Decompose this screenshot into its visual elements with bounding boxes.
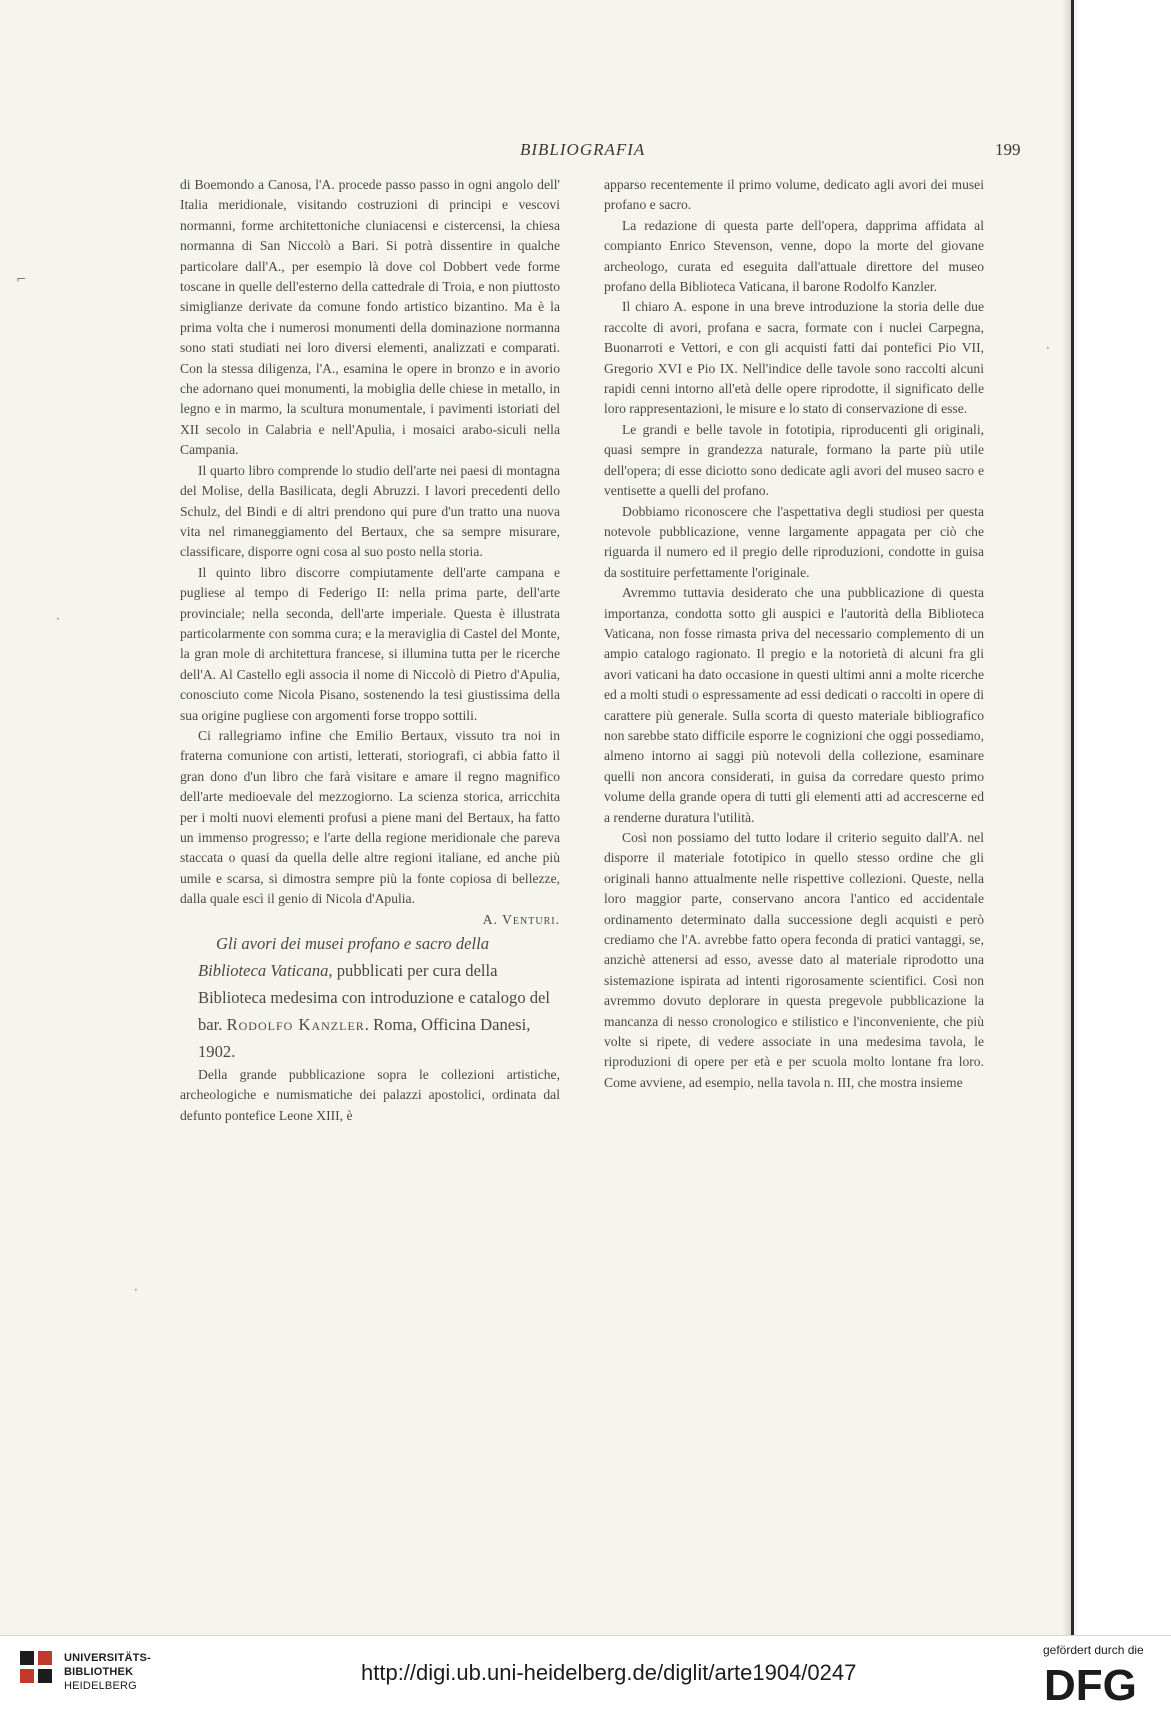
paragraph: Della grande pubblicazione sopra le collezioni artistiche, archeologiche e numismatiche dei palazzi apostolici, ordinata dal defunto pontefice Leone XIII, è bbox=[180, 1067, 560, 1123]
entry-publisher: . Roma, Officina Danesi, 1902. bbox=[198, 1015, 531, 1062]
entry-author: Rodolfo Kanzler bbox=[226, 1015, 365, 1035]
margin-mark: ⌐ bbox=[16, 272, 27, 286]
funding-note: gefördert durch die bbox=[1043, 1643, 1144, 1657]
library-name-line3: HEIDELBERG bbox=[64, 1680, 137, 1692]
running-header-title: BIBLIOGRAFIA bbox=[520, 140, 646, 159]
page-edge-shadow bbox=[1062, 0, 1071, 1635]
paragraph: Il quinto libro discorre compiutamente dell'arte campana e pugliese al tempo di Federigo II: nella prima parte, dell'arte provinciale; nella seconda, dell'arte imperiale. Questa è illustrata particolarmente con somma cura; e la meraviglia di Castel del Monte, la gran mole di architettura francese, si illumina tutta per le ricerche dell'A. Al Castello egli associa il nome di Niccolò di Pietro d'Apulia, conosciuto come Nicola Pisano, sostenendo la tesi giustissima della sua origine pugliese con argomenti forse troppo sottili. bbox=[180, 564, 560, 723]
source-url-link[interactable]: http://digi.ub.uni-heidelberg.de/diglit/arte1904/0247 bbox=[361, 1660, 857, 1685]
entry-text: pubblicati per cura della Biblioteca medesima con introduzione e catalogo del bar. bbox=[198, 961, 551, 1035]
paragraph: Ci rallegriamo infine che Emilio Bertaux, vissuto tra noi in fraterna comunione con artisti, letterati, storiografi, ci abbia fatto il gran dono d'un libro che farà visitare e amare il regno magnifico dell'arte medioevale del mezzogiorno. La scienza storica, arricchita per i molti nuovi elementi profusi a piene mani del Bertaux, ha fatto un immenso progresso; e l'arte della regione meridionale che pareva staccata o quasi da quella delle altre regioni italiane, ed anche più umile e scarsa, si dimostra sempre più la fonte copiosa di bellezze, dalla quale escì il genio di Nicola d'Apulia. bbox=[180, 727, 560, 907]
bibliographic-entry bbox=[180, 930, 560, 1065]
paragraph: Avremmo tuttavia desiderato che una pubblicazione di questa importanza, condotta sotto gli auspici e l'autorità della Biblioteca Vaticana, non fosse rimasta priva del necessario complemento di un ampio catalogo ragionato. Il pregio e la notorietà di alcuni fra gli avori vaticani ha dato occasione in questi ultimi anni a molte ricerche ed a molti studi o espressamente ad essi dedicati o raccolti in opere di carattere più generale. Sulla scorta di questo materiale bibliografico non sarebbe stato difficile esporre le cognizioni che oggi possediamo, almeno intorno ai saggi più notevoli della collezione, esaminare quelli non ancora considerati, in guisa da corredare questo primo volume della grande opera di tutti gli elementi atti ad accrescerne ed a renderne duratura l'utilità. bbox=[604, 585, 984, 825]
paragraph: Così non possiamo del tutto lodare il criterio seguito dall'A. nel disporre il materiale fototipico in quello stesso ordine che gli originali hanno attualmente nelle rispettive collezioni. Queste, nella loro maggior parte, conservano ancora l'antico ed accidentale ordinamento determinato dalla successione degli acquisti e però crediamo che l'A. avrebbe fatto opera feconda di pratici vantaggi, se, anzichè attenersi ad esso, avesse dato al materiale riprodotto una sistemazione ispirata ad intenti rigorosamente scientifici. Così non avremmo dovuto deplorare in questa pregevole pubblicazione la mancanza di nesso cronologico e stilistico e l'inconveniente, che più volte si ripete, di vedere associate in una medesima tavola, le riproduzioni di opere per età e per scuola molto lontane fra loro. Come avviene, ad esempio, nella tavola n. III, che mostra insieme bbox=[604, 830, 984, 1090]
right-text-column bbox=[604, 175, 984, 1093]
entry-title: Gli avori dei musei profano e sacro della Biblioteca Vaticana, bbox=[198, 934, 489, 981]
author-signature: A. Venturi. bbox=[482, 911, 560, 927]
footer-divider bbox=[0, 1635, 1171, 1636]
library-name-line1: UNIVERSITÄTS- bbox=[64, 1652, 151, 1664]
paragraph: Il chiaro A. espone in una breve introduzione la storia delle due raccolte di avori, profana e sacra, formate con i nuclei Carpegna, Buonarroti e Vettori, e con gli acquisti fatti dai pontefici Pio VII, Gregorio XVI e Pio IX. Nell'indice delle tavole sono raccolti alcuni rapidi cenni intorno all'età delle opere riprodotte, il significato delle loro rappresentazioni, le misure e lo stato di conservazione di esse. bbox=[604, 299, 984, 417]
margin-mark: · bbox=[134, 1283, 138, 1297]
paragraph: apparso recentemente il primo volume, dedicato agli avori dei musei profano e sacro. bbox=[604, 177, 984, 213]
dfg-logo-text: DFG bbox=[1044, 1661, 1137, 1706]
dfg-logo bbox=[1042, 1660, 1152, 1706]
margin-mark: · bbox=[56, 612, 60, 626]
paragraph: Dobbiamo riconoscere che l'aspettativa degli studiosi per questa notevole pubblicazione, venne largamente appagata per ciò che riguarda il numero ed il pregio delle riproduzioni, condotte in guisa da sostituire perfettamente l'originale. bbox=[604, 503, 984, 580]
paragraph: Il quarto libro comprende lo studio dell'arte nei paesi di montagna del Molise, della Basilicata, degli Abruzzi. I lavori precedenti dello Schulz, del Bindi e di altri prendono qui pure d'un tratto una nuova vita nel rimaneggiamento del Bertaux, che sa sempre misurare, classificare, disporre ogni cosa al suo posto nella storia. bbox=[180, 462, 560, 560]
paragraph: Le grandi e belle tavole in fototipia, riproducenti gli originali, quasi sempre in grandezza naturale, formano la parte più utile dell'opera; di esse diciotto sono dedicate agli avori del museo sacro e ventisette a quelli del profano. bbox=[604, 421, 984, 499]
page-number: 199 bbox=[995, 140, 1021, 159]
scan-margin bbox=[1077, 0, 1171, 1635]
library-name-line2: BIBLIOTHEK bbox=[64, 1666, 134, 1678]
paragraph: di Boemondo a Canosa, l'A. procede passo passo in ogni angolo dell' Italia meridionale, visitando costruzioni di principi e vescovi normanni, forme architettoniche cluniacensi e cistercensi, la chiesa normanna di San Niccolò a Bari. Si potrà dissentire in qualche particolare dall'A., per esempio là dove col Dobbert vede forme toscane in quelle dell'esterno della cattedrale di Troia, e non piuttosto simiglianze derivate da comune fondo artistico bizantino. Ma è la prima volta che i numerosi monumenti della dominazione normanna sono stati studiati nei loro diversi elementi, analizzati e comparati. Con la stessa diligenza, l'A., esamina le opere in bronzo e in avorio che adornano quei monumenti, la mobiglia delle chiese in metallo, in legno e in marmo, la scultura monumentale, i pavimenti istoriati del XII secolo in Calabria e nell'Apulia, i mosaici arabo-siculi nella Campania. bbox=[180, 177, 560, 458]
left-text-column bbox=[180, 175, 560, 1126]
paragraph: La redazione di questa parte dell'opera, dapprima affidata al compianto Enrico Stevenson, venne, dopo la morte del giovane archeologo, curata ed eseguita dall'attuale direttore del museo profano della Biblioteca Vaticana, il barone Rodolfo Kanzler. bbox=[604, 217, 984, 295]
margin-mark: · bbox=[1046, 341, 1050, 355]
page-edge-line bbox=[1071, 0, 1074, 1635]
university-library-logo bbox=[16, 1647, 56, 1687]
